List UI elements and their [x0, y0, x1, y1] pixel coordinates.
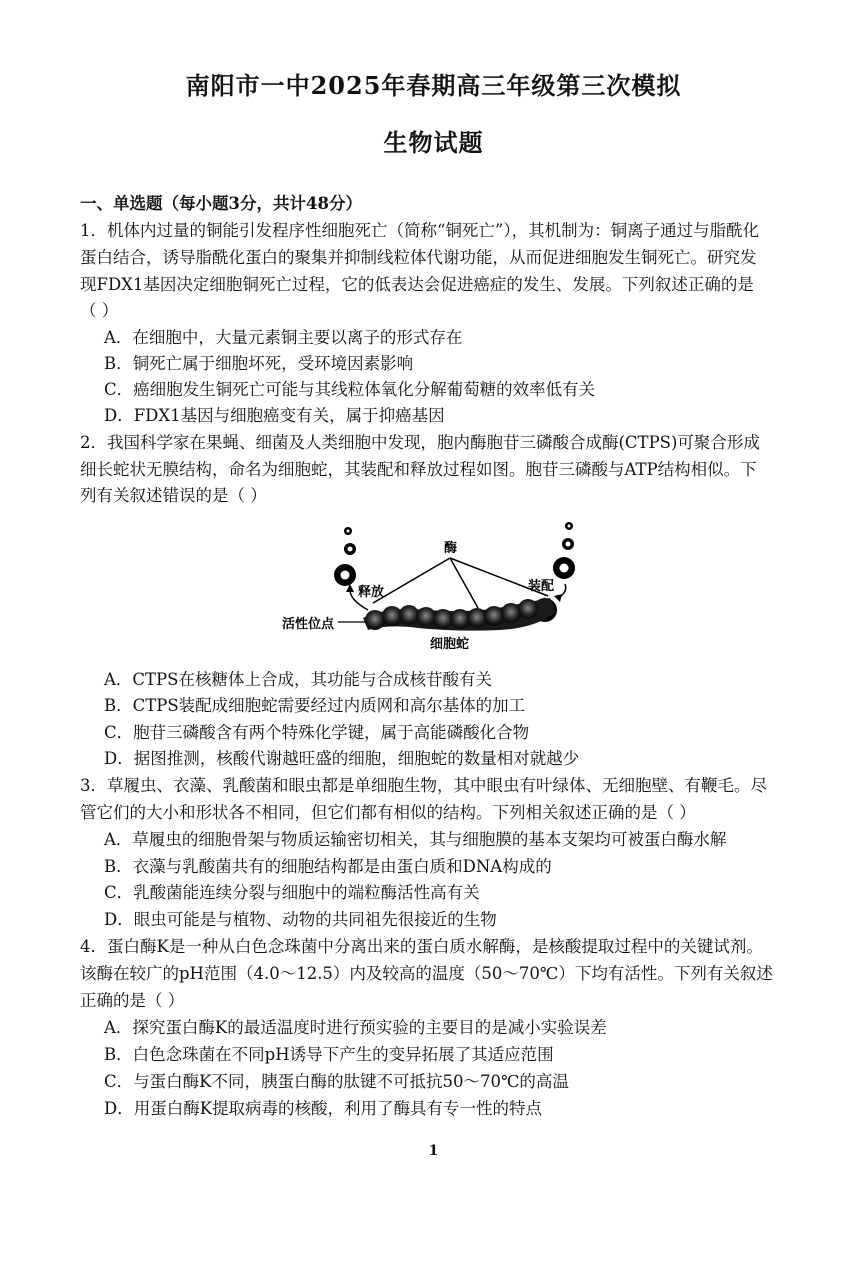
enzyme-pointer-lines	[373, 558, 548, 608]
question-1-line-4: （ ）	[80, 301, 119, 320]
question-4-line-1: 4．蛋白酶K是一种从白色念珠菌中分离出来的蛋白质水解酶，是核酸提取过程中的关键试剂。	[80, 937, 763, 956]
question-1-line-2: 蛋白结合，诱导脂酰化蛋白的聚集并抑制线粒体代谢功能，从而促进细胞发生铜死亡。研究发	[80, 248, 757, 267]
exam-subtitle: 生物试题	[383, 128, 484, 157]
cell-snake-body	[363, 598, 556, 631]
question-3-line-1: 3．草履虫、衣藻、乳酸菌和眼虫都是单细胞生物，其中眼虫有叶绿体、无细胞壁、有鞭毛。尽	[80, 776, 767, 795]
page-number: 1	[428, 1143, 439, 1159]
question-2-line-3: 列有关叙述错误的是（ ）	[80, 486, 267, 505]
label-enzyme: 酶	[444, 541, 458, 556]
label-release: 释放	[358, 585, 385, 600]
question-4-option-c: C．与蛋白酶K不同，胰蛋白酶的肽键不可抵抗50～70℃的高温	[104, 1072, 569, 1091]
question-2-option-a: A．CTPS在核糖体上合成，其功能与合成核苷酸有关	[104, 670, 492, 689]
question-2-option-b: B．CTPS装配成细胞蛇需要经过内质网和高尔基体的加工	[104, 696, 526, 715]
question-4-option-d: D．用蛋白酶K提取病毒的核酸，利用了酶具有专一性的特点	[104, 1099, 543, 1118]
free-enzyme-left	[334, 527, 356, 586]
question-1-option-a: A．在细胞中，大量元素铜主要以离子的形式存在	[104, 328, 463, 347]
label-active-site: 活性位点	[282, 617, 335, 632]
label-assemble: 装配	[528, 579, 555, 594]
question-3-option-c: C．乳酸菌能连续分裂与细胞中的端粒酶活性高有关	[104, 883, 480, 902]
section-heading: 一、单选题（每小题3分，共计48分）	[80, 194, 362, 213]
question-1-line-1: 1．机体内过量的铜能引发程序性细胞死亡（简称“铜死亡”），其机制为：铜离子通过与脂酰化	[80, 221, 760, 240]
question-1-option-c: C．癌细胞发生铜死亡可能与其线粒体氧化分解葡萄糖的效率低有关	[104, 380, 596, 399]
question-3-line-2: 管它们的大小和形状各不相同，但它们都有相似的结构。下列相关叙述正确的是（ ）	[80, 803, 696, 822]
question-1-option-d: D．FDX1基因与细胞癌变有关，属于抑癌基因	[104, 406, 445, 425]
question-3-option-a: A．草履虫的细胞骨架与物质运输密切相关，其与细胞膜的基本支架均可被蛋白酶水解	[104, 830, 727, 849]
question-4-option-a: A．探究蛋白酶K的最适温度时进行预实验的主要目的是减小实验误差	[104, 1018, 607, 1037]
question-1-option-b: B．铜死亡属于细胞坏死，受环境因素影响	[104, 354, 414, 373]
question-2-line-2: 细长蛇状无膜结构，命名为细胞蛇，其装配和释放过程如图。胞苷三磷酸与ATP结构相似。下	[80, 460, 757, 479]
label-cell-snake: 细胞蛇	[430, 637, 470, 652]
exam-title: 南阳市一中2025年春期高三年级第三次模拟	[185, 71, 682, 100]
question-4-line-2: 该酶在较广的pH范围（4.0～12.5）内及较高的温度（50～70℃）下均有活性。下列有关叙述	[80, 964, 773, 983]
question-3-option-d: D．眼虫可能是与植物、动物的共同祖先很接近的生物	[104, 910, 497, 929]
question-4-line-3: 正确的是（ ）	[80, 991, 185, 1010]
question-2-option-d: D．据图推测，核酸代谢越旺盛的细胞，细胞蛇的数量相对就越少	[104, 749, 580, 768]
question-3-option-b: B．衣藻与乳酸菌共有的细胞结构都是由蛋白质和DNA构成的	[104, 857, 552, 876]
question-2-line-1: 2．我国科学家在果蝇、细菌及人类细胞中发现，胞内酶胞苷三磷酸合成酶(CTPS)可聚合形成	[80, 433, 760, 452]
cell-snake-figure	[278, 518, 598, 658]
question-1-line-3: 现FDX1基因决定细胞铜死亡过程，它的低表达会促进癌症的发生、发展。下列叙述正确的是	[80, 275, 754, 294]
question-2-option-c: C．胞苷三磷酸含有两个特殊化学键，属于高能磷酸化合物	[104, 723, 530, 742]
question-4-option-b: B．白色念珠菌在不同pH诱导下产生的变异拓展了其适应范围	[104, 1045, 554, 1064]
